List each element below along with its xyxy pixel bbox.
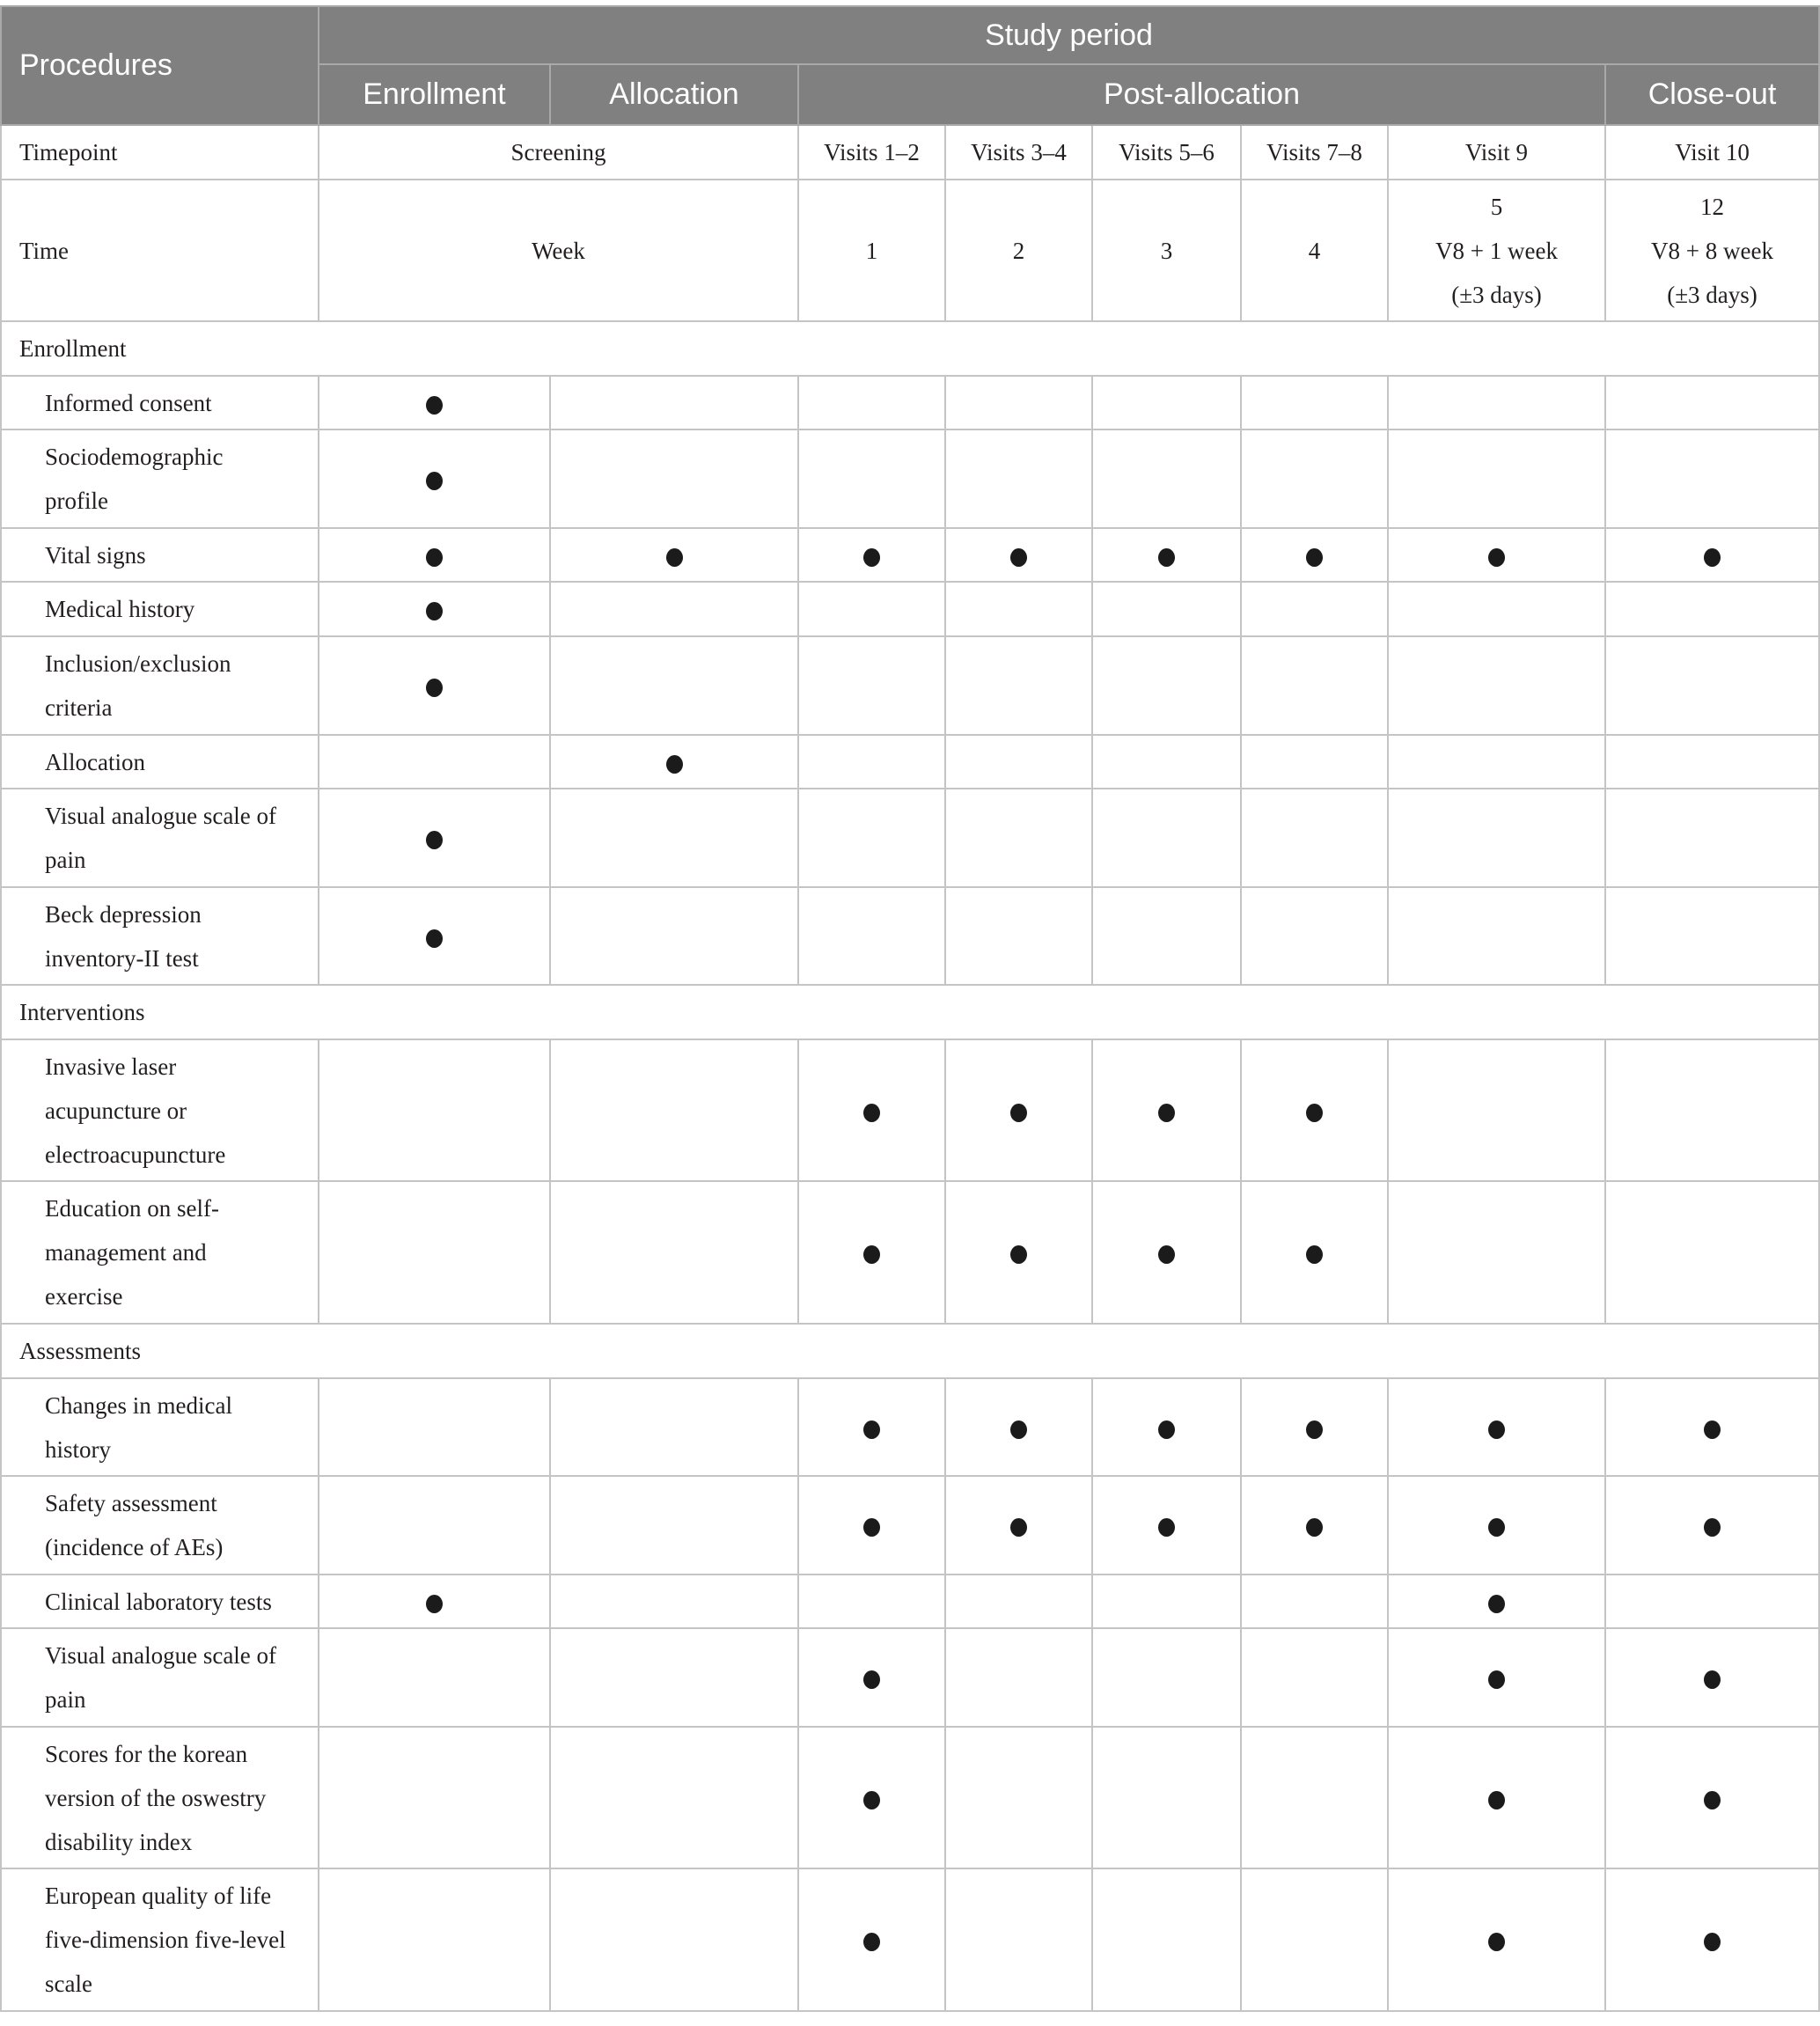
schedule-cell xyxy=(1605,1181,1819,1324)
visit-cell: Visits 5–6 xyxy=(1092,125,1241,180)
schedule-cell xyxy=(319,1575,550,1628)
schedule-cell xyxy=(550,887,798,985)
filled-circle-icon xyxy=(1488,1420,1505,1439)
schedule-cell xyxy=(319,528,550,582)
schedule-cell xyxy=(1388,582,1605,636)
week-cell: Week xyxy=(319,180,798,321)
schedule-cell xyxy=(945,789,1092,887)
schedule-cell xyxy=(1605,1378,1819,1476)
schedule-cell xyxy=(1388,1378,1605,1476)
filled-circle-icon xyxy=(1306,1245,1323,1264)
schedule-cell xyxy=(798,1039,945,1181)
filled-circle-icon xyxy=(426,929,443,948)
schedule-cell xyxy=(1241,1039,1388,1181)
time-value: 3 xyxy=(1160,237,1173,264)
procedure-label-line: pain xyxy=(45,1686,86,1713)
procedures-header: Procedures xyxy=(1,6,319,125)
time-offset: V8 + 1 week xyxy=(1435,237,1558,264)
schedule-cell xyxy=(945,429,1092,528)
schedule-cell xyxy=(945,1575,1092,1628)
schedule-cell xyxy=(1605,429,1819,528)
schedule-cell xyxy=(1241,735,1388,789)
study-period-header: Study period xyxy=(319,6,1819,64)
phase-post-allocation-header: Post-allocation xyxy=(798,64,1605,125)
procedure-label xyxy=(1,582,319,636)
time-value: 2 xyxy=(1012,237,1025,264)
procedure-label-line: Education on self- xyxy=(45,1195,219,1222)
procedure-label xyxy=(1,1868,319,2011)
filled-circle-icon xyxy=(426,831,443,849)
schedule-cell xyxy=(1241,1628,1388,1727)
procedure-row xyxy=(1,528,1819,582)
schedule-cell xyxy=(550,1039,798,1181)
time-value: 1 xyxy=(865,237,878,264)
procedure-label-line: Invasive laser xyxy=(45,1053,177,1080)
section-title: Enrollment xyxy=(1,321,1819,376)
time-window: (±3 days) xyxy=(1667,281,1758,308)
schedule-cell xyxy=(1388,636,1605,735)
filled-circle-icon xyxy=(1306,1420,1323,1439)
procedure-row xyxy=(1,1727,1819,1868)
procedure-label-line: Visual analogue scale of xyxy=(45,1642,277,1669)
schedule-cell xyxy=(319,1628,550,1727)
schedule-cell xyxy=(1241,887,1388,985)
schedule-cell xyxy=(319,789,550,887)
schedule-cell xyxy=(550,1628,798,1727)
procedure-label xyxy=(1,636,319,735)
procedure-label-line: five-dimension five-level xyxy=(45,1927,286,1953)
procedure-label-line: exercise xyxy=(45,1283,123,1310)
schedule-cell xyxy=(798,429,945,528)
filled-circle-icon xyxy=(1704,1670,1721,1689)
table-header xyxy=(1,6,1819,125)
visit-cell: Visit 10 xyxy=(1605,125,1819,180)
filled-circle-icon xyxy=(863,1104,880,1122)
filled-circle-icon xyxy=(426,548,443,567)
filled-circle-icon xyxy=(863,1245,880,1264)
procedure-row xyxy=(1,1476,1819,1575)
schedule-cell xyxy=(798,582,945,636)
procedure-label xyxy=(1,1039,319,1181)
filled-circle-icon xyxy=(1488,548,1505,567)
time-offset: V8 + 8 week xyxy=(1651,237,1773,264)
filled-circle-icon xyxy=(1010,548,1027,567)
procedure-label-line: acupuncture or xyxy=(45,1097,187,1124)
filled-circle-icon xyxy=(666,548,683,567)
schedule-cell xyxy=(798,528,945,582)
procedure-label-line: pain xyxy=(45,847,86,873)
schedule-cell xyxy=(319,376,550,429)
time-value: 12 xyxy=(1700,193,1725,220)
schedule-cell xyxy=(1092,887,1241,985)
schedule-cell xyxy=(945,735,1092,789)
schedule-cell xyxy=(1092,735,1241,789)
procedure-label-line: Vital signs xyxy=(45,541,146,569)
schedule-cell xyxy=(319,1868,550,2011)
procedure-label xyxy=(1,1378,319,1476)
filled-circle-icon xyxy=(863,1791,880,1809)
table-body xyxy=(1,125,1819,2011)
procedure-label-line: Allocation xyxy=(45,748,145,775)
filled-circle-icon xyxy=(1010,1420,1027,1439)
filled-circle-icon xyxy=(1704,1420,1721,1439)
filled-circle-icon xyxy=(1010,1245,1027,1264)
filled-circle-icon xyxy=(426,396,443,415)
procedure-label-line: scale xyxy=(45,1971,92,1997)
schedule-cell xyxy=(550,1575,798,1628)
procedure-label-line: Scores for the korean xyxy=(45,1740,248,1767)
filled-circle-icon xyxy=(863,1670,880,1689)
schedule-cell xyxy=(1605,735,1819,789)
schedule-cell xyxy=(945,528,1092,582)
filled-circle-icon xyxy=(863,1933,880,1951)
schedule-cell xyxy=(798,1575,945,1628)
schedule-cell xyxy=(550,1868,798,2011)
procedure-label xyxy=(1,528,319,582)
filled-circle-icon xyxy=(1488,1933,1505,1951)
procedure-label-line: Inclusion/exclusion xyxy=(45,650,231,677)
schedule-cell xyxy=(319,1181,550,1324)
schedule-cell xyxy=(945,1476,1092,1575)
phase-allocation-header: Allocation xyxy=(550,64,798,125)
schedule-cell xyxy=(1388,735,1605,789)
schedule-cell xyxy=(319,1378,550,1476)
procedure-label-line: Beck depression xyxy=(45,900,202,928)
schedule-cell xyxy=(1605,887,1819,985)
procedure-label-line: Safety assessment xyxy=(45,1490,217,1516)
schedule-cell xyxy=(945,1628,1092,1727)
schedule-cell xyxy=(1241,1575,1388,1628)
procedure-row xyxy=(1,1575,1819,1628)
procedure-label-line: Visual analogue scale of xyxy=(45,803,277,829)
schedule-cell xyxy=(319,582,550,636)
procedure-label xyxy=(1,1476,319,1575)
procedure-label-line: Clinical laboratory tests xyxy=(45,1588,272,1615)
schedule-cell xyxy=(1605,1727,1819,1868)
schedule-cell xyxy=(1241,1727,1388,1868)
procedure-label-line: version of the oswestry xyxy=(45,1784,267,1811)
time-cell xyxy=(1241,180,1388,321)
schedule-cell xyxy=(550,735,798,789)
schedule-cell xyxy=(1605,1575,1819,1628)
schedule-cell xyxy=(1388,1575,1605,1628)
schedule-cell xyxy=(319,1727,550,1868)
procedure-label xyxy=(1,429,319,528)
schedule-cell xyxy=(550,636,798,735)
filled-circle-icon xyxy=(1488,1791,1505,1809)
procedure-row xyxy=(1,1039,1819,1181)
filled-circle-icon xyxy=(426,1595,443,1613)
procedure-row xyxy=(1,429,1819,528)
procedure-label-line: electroacupuncture xyxy=(45,1141,226,1168)
schedule-cell xyxy=(1241,528,1388,582)
timepoint-row xyxy=(1,125,1819,180)
visit-cell: Visit 9 xyxy=(1388,125,1605,180)
procedure-label-line: profile xyxy=(45,488,108,514)
schedule-cell xyxy=(319,636,550,735)
schedule-cell xyxy=(798,1476,945,1575)
visit-cell: Visits 3–4 xyxy=(945,125,1092,180)
phase-close-out-header: Close-out xyxy=(1605,64,1819,125)
time-window: (±3 days) xyxy=(1451,281,1542,308)
schedule-cell xyxy=(319,887,550,985)
procedure-label xyxy=(1,789,319,887)
schedule-cell xyxy=(1388,1039,1605,1181)
schedule-cell xyxy=(1388,887,1605,985)
schedule-cell xyxy=(1388,1181,1605,1324)
procedure-row xyxy=(1,1868,1819,2011)
schedule-cell xyxy=(550,528,798,582)
schedule-cell xyxy=(1605,1476,1819,1575)
procedure-row xyxy=(1,789,1819,887)
schedule-cell xyxy=(319,735,550,789)
procedure-label-line: Medical history xyxy=(45,596,195,622)
filled-circle-icon xyxy=(426,602,443,620)
schedule-cell xyxy=(550,1181,798,1324)
procedure-label xyxy=(1,735,319,789)
schedule-cell xyxy=(1241,636,1388,735)
filled-circle-icon xyxy=(1158,1104,1175,1122)
time-row xyxy=(1,180,1819,321)
time-label: Time xyxy=(1,180,319,321)
filled-circle-icon xyxy=(1488,1670,1505,1689)
time-cell xyxy=(1388,180,1605,321)
schedule-cell xyxy=(1241,582,1388,636)
procedure-row xyxy=(1,887,1819,985)
schedule-cell xyxy=(550,429,798,528)
schedule-cell xyxy=(1241,789,1388,887)
procedure-row xyxy=(1,1378,1819,1476)
schedule-cell xyxy=(798,1868,945,2011)
filled-circle-icon xyxy=(1704,1933,1721,1951)
procedure-label-line: inventory-II test xyxy=(45,944,199,972)
schedule-cell xyxy=(1388,376,1605,429)
procedure-label-line: history xyxy=(45,1435,112,1463)
filled-circle-icon xyxy=(666,755,683,774)
schedule-cell xyxy=(1388,1628,1605,1727)
schedule-cell xyxy=(1092,376,1241,429)
schedule-cell xyxy=(798,1181,945,1324)
filled-circle-icon xyxy=(863,1518,880,1537)
timepoint-label: Timepoint xyxy=(1,125,319,180)
schedule-cell xyxy=(1092,1378,1241,1476)
procedure-label xyxy=(1,1628,319,1727)
schedule-cell xyxy=(1388,1868,1605,2011)
filled-circle-icon xyxy=(1010,1518,1027,1537)
schedule-cell xyxy=(1605,376,1819,429)
schedule-cell xyxy=(798,376,945,429)
schedule-cell xyxy=(550,582,798,636)
filled-circle-icon xyxy=(1306,1518,1323,1537)
schedule-cell xyxy=(550,1378,798,1476)
filled-circle-icon xyxy=(1488,1518,1505,1537)
schedule-cell xyxy=(798,1378,945,1476)
filled-circle-icon xyxy=(863,548,880,567)
filled-circle-icon xyxy=(1704,548,1721,567)
procedure-label xyxy=(1,376,319,429)
schedule-cell xyxy=(1092,1039,1241,1181)
schedule-cell xyxy=(1241,1476,1388,1575)
schedule-cell xyxy=(798,636,945,735)
schedule-cell xyxy=(1605,789,1819,887)
time-value: 4 xyxy=(1308,237,1321,264)
procedure-row xyxy=(1,376,1819,429)
procedure-row xyxy=(1,1181,1819,1324)
filled-circle-icon xyxy=(426,679,443,697)
schedule-cell xyxy=(798,1727,945,1868)
procedure-row xyxy=(1,1628,1819,1727)
procedure-label-line: disability index xyxy=(45,1828,193,1855)
schedule-cell xyxy=(798,789,945,887)
procedure-row xyxy=(1,735,1819,789)
schedule-cell xyxy=(1388,1727,1605,1868)
filled-circle-icon xyxy=(426,472,443,490)
schedule-cell xyxy=(1241,376,1388,429)
schedule-cell xyxy=(945,1378,1092,1476)
schedule-cell xyxy=(1241,1378,1388,1476)
filled-circle-icon xyxy=(1488,1595,1505,1613)
schedule-cell xyxy=(1605,1039,1819,1181)
section-row xyxy=(1,1324,1819,1378)
visit-cell: Visits 7–8 xyxy=(1241,125,1388,180)
schedule-cell xyxy=(798,1628,945,1727)
time-value: 5 xyxy=(1490,193,1503,220)
time-cell xyxy=(1605,180,1819,321)
schedule-cell xyxy=(1092,1575,1241,1628)
procedure-label-line: criteria xyxy=(45,694,113,721)
time-cell xyxy=(945,180,1092,321)
procedure-label xyxy=(1,887,319,985)
schedule-cell xyxy=(1605,1628,1819,1727)
schedule-cell xyxy=(798,735,945,789)
schedule-cell xyxy=(319,1039,550,1181)
schedule-cell xyxy=(1241,429,1388,528)
schedule-cell xyxy=(1092,1181,1241,1324)
schedule-cell xyxy=(1388,429,1605,528)
section-title: Assessments xyxy=(1,1324,1819,1378)
schedule-cell xyxy=(1092,429,1241,528)
schedule-cell xyxy=(319,429,550,528)
schedule-cell xyxy=(1388,528,1605,582)
time-cell xyxy=(1092,180,1241,321)
schedule-cell xyxy=(1092,1628,1241,1727)
procedure-label-line: Informed consent xyxy=(45,389,212,416)
schedule-cell xyxy=(1092,1868,1241,2011)
procedure-label-line: Sociodemographic xyxy=(45,444,224,470)
filled-circle-icon xyxy=(1158,1245,1175,1264)
procedure-label xyxy=(1,1181,319,1324)
schedule-cell xyxy=(945,887,1092,985)
filled-circle-icon xyxy=(1704,1518,1721,1537)
schedule-cell xyxy=(1241,1181,1388,1324)
section-row xyxy=(1,321,1819,376)
schedule-cell xyxy=(1605,528,1819,582)
schedule-cell xyxy=(1605,636,1819,735)
schedule-cell xyxy=(945,1868,1092,2011)
procedure-label-line: European quality of life xyxy=(45,1883,272,1909)
filled-circle-icon xyxy=(1158,1420,1175,1439)
filled-circle-icon xyxy=(1306,548,1323,567)
section-title: Interventions xyxy=(1,985,1819,1039)
procedure-label xyxy=(1,1727,319,1868)
schedule-cell xyxy=(945,1727,1092,1868)
schedule-cell xyxy=(798,887,945,985)
schedule-cell xyxy=(1605,582,1819,636)
schedule-cell xyxy=(1092,1476,1241,1575)
schedule-cell xyxy=(1092,582,1241,636)
procedure-label-line: (incidence of AEs) xyxy=(45,1534,224,1560)
procedure-row xyxy=(1,636,1819,735)
schedule-cell xyxy=(1388,789,1605,887)
schedule-cell xyxy=(319,1476,550,1575)
schedule-cell xyxy=(945,1181,1092,1324)
filled-circle-icon xyxy=(1158,1518,1175,1537)
phase-enrollment-header: Enrollment xyxy=(319,64,550,125)
filled-circle-icon xyxy=(1704,1791,1721,1809)
procedure-label-line: Changes in medical xyxy=(45,1391,232,1419)
schedule-cell xyxy=(550,1727,798,1868)
schedule-cell xyxy=(945,376,1092,429)
section-row xyxy=(1,985,1819,1039)
procedure-label xyxy=(1,1575,319,1628)
time-cell xyxy=(798,180,945,321)
schedule-cell xyxy=(1092,789,1241,887)
filled-circle-icon xyxy=(863,1420,880,1439)
schedule-cell xyxy=(550,1476,798,1575)
visit-cell: Visits 1–2 xyxy=(798,125,945,180)
procedure-label-line: management and xyxy=(45,1239,207,1266)
schedule-cell xyxy=(1605,1868,1819,2011)
schedule-cell xyxy=(945,636,1092,735)
filled-circle-icon xyxy=(1158,548,1175,567)
screening-cell: Screening xyxy=(319,125,798,180)
procedure-row xyxy=(1,582,1819,636)
filled-circle-icon xyxy=(1306,1104,1323,1122)
schedule-cell xyxy=(550,789,798,887)
schedule-cell xyxy=(1241,1868,1388,2011)
schedule-cell xyxy=(1092,636,1241,735)
schedule-cell xyxy=(550,376,798,429)
schedule-cell xyxy=(1092,1727,1241,1868)
schedule-cell xyxy=(945,1039,1092,1181)
schedule-cell xyxy=(1388,1476,1605,1575)
schedule-cell xyxy=(1092,528,1241,582)
filled-circle-icon xyxy=(1010,1104,1027,1122)
schedule-cell xyxy=(945,582,1092,636)
schedule-table xyxy=(0,5,1820,2012)
